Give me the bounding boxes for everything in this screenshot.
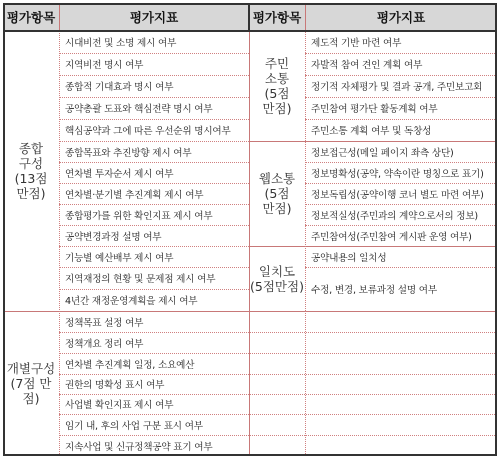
row-divider <box>249 394 497 395</box>
list-item: 주민참여 평가단 활동계획 여부 <box>311 104 438 115</box>
row-divider <box>305 267 497 268</box>
list-item: 정책목표 설정 여부 <box>65 317 144 329</box>
list-item: 자발적 참여 견인 계획 여부 <box>311 60 423 71</box>
list-item: 핵심공약과 그에 따른 우선순위 명시여부 <box>65 126 231 137</box>
list-item: 제도적 기반 마련 여부 <box>311 38 402 49</box>
section-divider <box>249 141 497 142</box>
evaluation-table <box>3 3 497 456</box>
row-divider <box>249 435 497 436</box>
row-divider <box>59 225 249 226</box>
column-divider <box>249 31 250 456</box>
list-item: 지역비전 명시 여부 <box>65 60 144 71</box>
row-divider <box>59 53 249 54</box>
list-item: 공약총괄 도표와 핵심전략 명시 여부 <box>65 104 213 115</box>
row-divider <box>59 141 249 142</box>
row-divider <box>59 353 249 354</box>
list-item: 연차별 투자순서 제시 여부 <box>65 168 174 180</box>
category-comprehensive: 종합 구성 (13점 만점) <box>14 141 48 201</box>
row-divider <box>305 183 497 184</box>
category-consistency: 일치도 (5점만점) <box>250 263 304 294</box>
row-divider <box>59 183 249 184</box>
row-divider <box>249 332 497 333</box>
list-item: 기능별 예산배부 제시 여부 <box>65 252 174 264</box>
column-divider <box>305 31 306 311</box>
row-divider <box>305 204 497 205</box>
table-left-border <box>3 3 5 456</box>
list-item: 공약내용의 일치성 <box>311 252 387 264</box>
row-divider <box>59 267 249 268</box>
row-divider <box>59 435 249 436</box>
row-divider <box>305 119 497 120</box>
header-divider <box>248 3 250 31</box>
header-right-item: 평가항목 <box>249 3 305 31</box>
row-divider <box>305 97 497 98</box>
list-item: 주민소통 계획 여부 및 독창성 <box>311 126 432 137</box>
row-divider <box>59 414 249 415</box>
row-divider <box>59 289 249 290</box>
list-item: 종합평가를 위한 확인지표 제시 여부 <box>65 210 213 222</box>
list-item: 정보적실성(주민과의 계약으로서의 정보) <box>311 210 478 222</box>
list-item: 지속사업 및 신규정책공약 표기 여부 <box>65 441 213 453</box>
list-item: 시대비전 및 소명 제시 여부 <box>65 38 177 49</box>
list-item: 정보접근성(메일 페이지 좌측 상단) <box>311 147 454 159</box>
header-divider <box>59 3 60 31</box>
header-left-index: 평가지표 <box>59 3 249 31</box>
list-item: 연차별 추진계획 일정, 소요예산 <box>65 359 195 371</box>
row-divider <box>249 353 497 354</box>
row-divider <box>59 394 249 395</box>
row-divider <box>59 162 249 163</box>
row-divider <box>249 374 497 375</box>
header-divider <box>305 3 306 31</box>
row-divider <box>59 119 249 120</box>
row-divider <box>59 204 249 205</box>
list-item: 정보명확성(공약, 약속이란 명칭으로 표기) <box>311 168 484 180</box>
row-divider <box>249 414 497 415</box>
list-item: 권한의 명확성 표시 여부 <box>65 380 165 391</box>
section-divider <box>3 311 497 312</box>
row-divider <box>305 75 497 76</box>
category-resident: 주민 소통 (5점 만점) <box>262 56 292 116</box>
list-item: 주민참여성(주민참여 게시판 운영 여부) <box>311 231 472 243</box>
header-bottom-border <box>3 30 497 32</box>
list-item: 공약변경과정 설명 여부 <box>65 231 162 243</box>
row-divider <box>59 97 249 98</box>
list-item: 수정, 변경, 보류과정 설명 여부 <box>311 285 437 296</box>
list-item: 정기적 자체평가 및 결과 공개, 주민보고회 <box>311 82 483 93</box>
list-item: 4년간 재정운영계획을 제시 여부 <box>65 296 198 307</box>
table-top-border <box>3 3 497 5</box>
header-left-item: 평가항목 <box>3 3 59 31</box>
list-item: 정책개요 정리 여부 <box>65 338 144 350</box>
section-divider <box>249 246 497 247</box>
list-item: 정보독립성(공약이행 코너 별도 마련 여부) <box>311 189 484 201</box>
list-item: 임기 내, 후의 사업 구분 표시 여부 <box>65 420 203 432</box>
header-right-index: 평가지표 <box>305 3 497 31</box>
list-item: 사업별 확인지표 제시 여부 <box>65 400 174 411</box>
list-item: 지역재정의 현황 및 문제점 제시 여부 <box>65 274 216 285</box>
row-divider <box>59 374 249 375</box>
column-divider <box>305 311 306 456</box>
category-individual: 개별구성 (7점 만점) <box>6 361 56 406</box>
list-item: 연차별·분기별 추진계획 제시 여부 <box>65 189 204 201</box>
row-divider <box>59 332 249 333</box>
table-right-border <box>495 3 497 456</box>
category-web: 웹소통 (5점 만점) <box>258 171 296 216</box>
row-divider <box>305 162 497 163</box>
row-divider <box>305 53 497 54</box>
row-divider <box>305 225 497 226</box>
row-divider <box>59 246 249 247</box>
list-item: 종합적 기대효과 명시 여부 <box>65 82 174 93</box>
list-item: 종합목표와 추진방향 제시 여부 <box>65 147 192 159</box>
row-divider <box>59 75 249 76</box>
table-bottom-border <box>3 454 497 456</box>
column-divider <box>59 31 60 456</box>
